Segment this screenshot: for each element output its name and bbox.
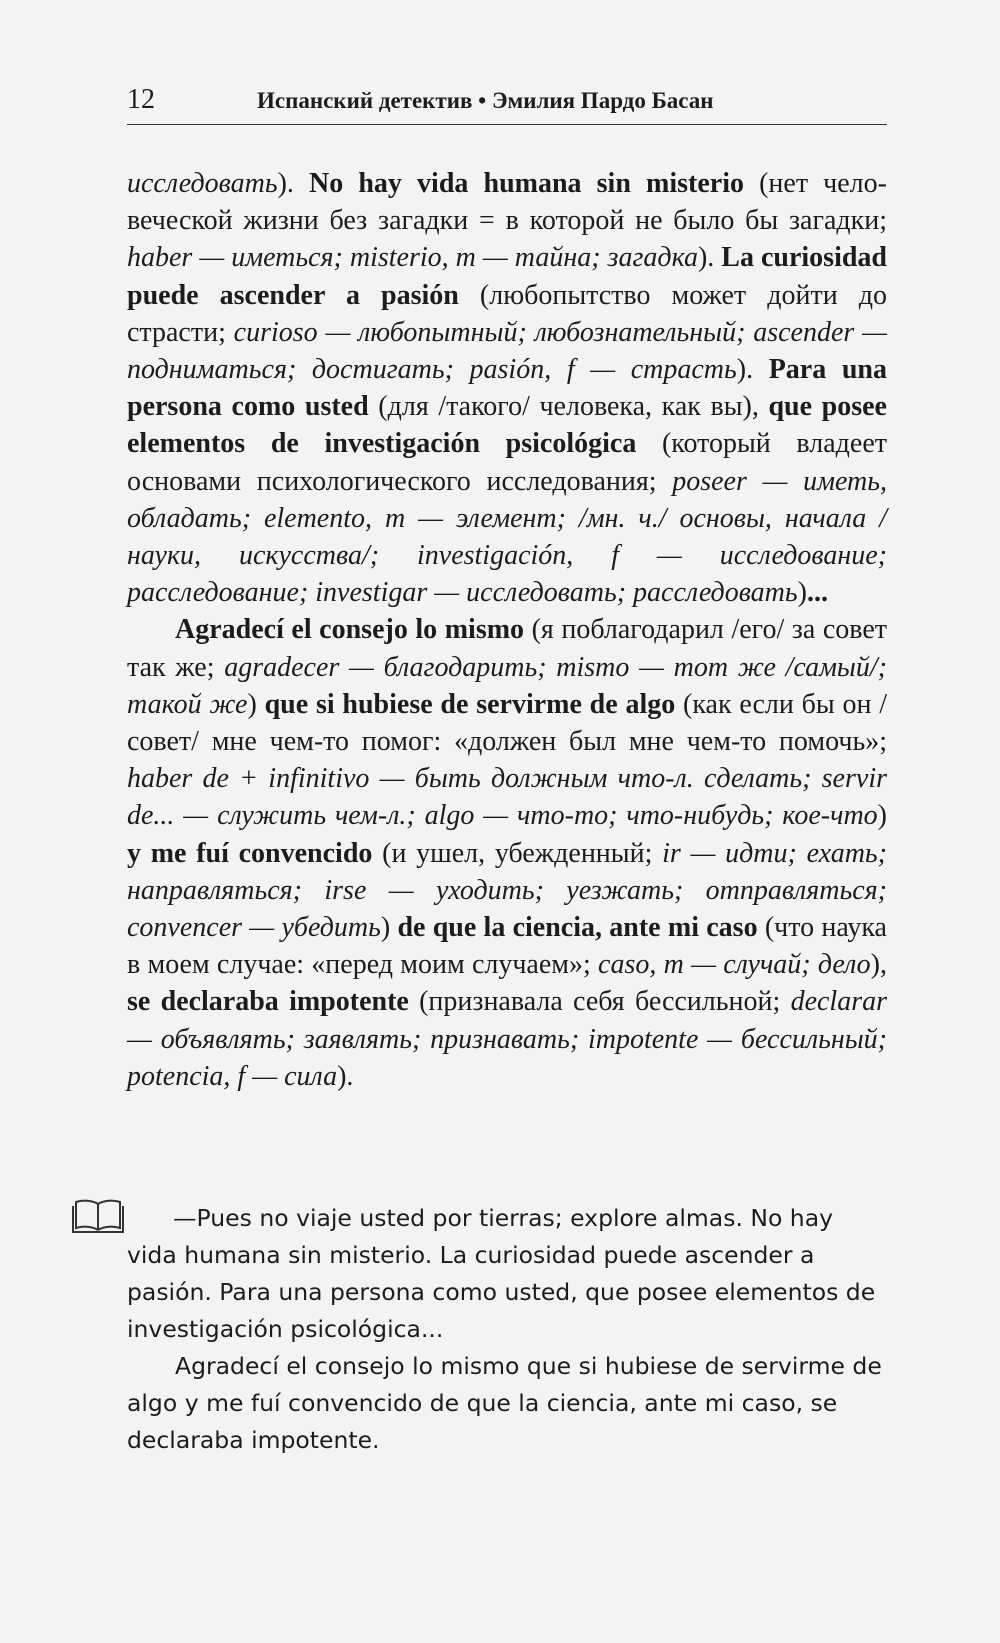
annotated-text xyxy=(127,165,887,1095)
translation-text: (я поблагодарил /его/ за совет так же; xyxy=(127,614,887,683)
spanish-phrase: La curiosidad puede ascender a pasión xyxy=(127,242,887,311)
spanish-phrase: se declaraba impotente xyxy=(127,986,409,1018)
page-header xyxy=(127,84,887,125)
glossary-entry: исследовать xyxy=(127,168,278,199)
translation-text: ). xyxy=(337,1060,354,1092)
gloss-paragraph-1 xyxy=(127,165,887,611)
translation-text: (и ушел, убежденный; xyxy=(372,837,663,869)
translation-text: ) xyxy=(247,688,265,720)
translation-text: (любопытство может дойти до страсти; xyxy=(127,279,888,348)
translation-text: (признавала себя бессильной; xyxy=(408,986,791,1018)
page-number: 12 xyxy=(127,84,155,115)
spanish-phrase: ... xyxy=(806,577,828,609)
spanish-phrase: Para una persona como usted xyxy=(127,354,887,423)
glossary-entry: ir — идти; ехать; направляться; irse — уходить; уезжать; отправляться; convencer — убедить xyxy=(127,837,887,944)
glossary-entry: curioso — любопытный; любознательный; ascender — подниматься; достигать; pasión, f — страсть xyxy=(127,316,887,386)
open-book-icon xyxy=(72,1196,124,1234)
translation-text: ). xyxy=(277,168,310,199)
glossary-entry: haber de + infinitivo — быть должным что-л. сделать; servir de... — служить чем-л.; algo — что-то; что-нибудь; кое-что xyxy=(127,763,887,832)
glossary-entry: poseer — иметь, обладать; elemento, m — элемент; /мн. ч./ основы, начала /науки, искусства/; investigación, f — исследование; расследование; investigar — исследовать; расследовать xyxy=(127,465,887,609)
spanish-phrase: que posee elementos de investigación psicológica xyxy=(127,391,887,460)
translation-text: (который владеет основами психологического исследования; xyxy=(127,428,887,497)
spanish-phrase: que si hubiese de servirme de algo xyxy=(264,688,676,720)
translation-text: ), xyxy=(870,949,887,981)
translation-text: ) xyxy=(797,577,807,609)
translation-text: ) xyxy=(877,800,887,832)
spanish-phrase: No hay vida humana sin misterio xyxy=(309,168,744,199)
original-text xyxy=(127,1200,887,1459)
glossary-entry: agradecer — благодарить; mismo — тот же /самый/; такой же xyxy=(127,651,888,720)
translation-text: ). xyxy=(736,354,769,386)
glossary-entry: declarar — объявлять; заявлять; признавать; impotente — бессильный; potencia, f — сила xyxy=(127,986,887,1092)
spanish-phrase: de que la ciencia, ante mi caso xyxy=(397,912,758,944)
original-paragraph-1: —Pues no viaje usted por tierras; explore almas. No hay vida humana sin misterio. La curiosidad puede ascender a pasión. Para una persona como usted, que posee elementos de investigación psicológica... xyxy=(127,1204,876,1343)
glossary-entry: haber — иметься; misterio, m — тайна; загадка xyxy=(127,242,698,274)
translation-text: ) xyxy=(380,912,398,944)
spanish-phrase: y me fuí convencido xyxy=(127,837,373,869)
spanish-phrase: Agradecí el consejo lo mismo xyxy=(175,614,525,646)
translation-text: (что наука в моем случае: «перед моим случаем»; xyxy=(127,912,887,981)
translation-text: (для /такого/ человека, как вы), xyxy=(368,391,769,423)
gloss-paragraph-2 xyxy=(127,611,887,1095)
running-title: Испанский детектив • Эмилия Пардо Басан xyxy=(257,88,714,113)
translation-text: (нет человеческой жизни без загадки = в которой не было бы загадки; xyxy=(127,168,887,237)
translation-text: (как если бы он /совет/ мне чем-то помог: «должен был мне чем-то помочь»; xyxy=(127,688,887,758)
glossary-entry: caso, m — случай; дело xyxy=(598,949,871,981)
original-paragraph-2: Agradecí el consejo lo mismo que si hubiese de servirme de algo y me fuí convencido de que la ciencia, ante mi caso, se declaraba impotente. xyxy=(127,1352,882,1454)
translation-text: ). xyxy=(697,242,722,274)
